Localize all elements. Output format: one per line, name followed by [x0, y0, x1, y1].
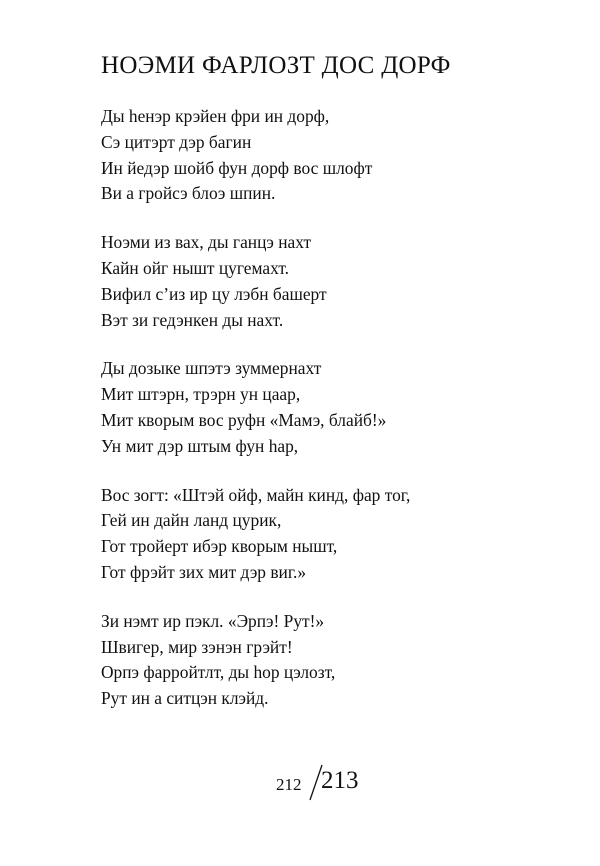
- poem-line: Ды дозыке шпэтэ зуммернахт: [101, 358, 322, 379]
- poem-line: Ды һенэр крэйен фри ин дорф,: [101, 106, 330, 126]
- poem-line: Ин йедэр шойб фун дорф вос шлофт: [101, 157, 373, 178]
- poem-line: Гот тройерт ибэр кворым нышт,: [101, 536, 338, 557]
- poem-line: Ви а гройсэ блоэ шпин.: [101, 183, 276, 204]
- poem-body: [101, 104, 561, 735]
- right-page-number: 213: [321, 767, 359, 794]
- poem-line: Гот фрэйт зих мит дэр виг.»: [101, 561, 307, 582]
- stanza: [101, 609, 561, 712]
- left-page-number: 212: [276, 775, 302, 794]
- poem-line: Вэт зи гедэнкен ды нахт.: [101, 309, 284, 330]
- poem-line: Мит штэрн, трэрн ун цаар,: [101, 384, 301, 405]
- stanza: [101, 356, 561, 459]
- poem-line: Вос зогт: «Штэй ойф, майн кинд, фар тог,: [101, 484, 411, 505]
- stanza: [101, 104, 561, 207]
- poem-line: Кайн ойг нышт цугемахт.: [101, 257, 289, 278]
- poem-line: Швигер, мир зэнэн грэйт!: [101, 636, 293, 657]
- poem-title: НОЭМИ ФАРЛОЗТ ДОС ДОРФ: [101, 52, 451, 79]
- poem-line: Сэ цитэрт дэр багин: [101, 131, 252, 152]
- poem-line: Вифил с’из ир цу лэбн башерт: [101, 283, 327, 304]
- poem-line: Зи нэмт ир пэкл. «Эрпэ! Рут!»: [101, 610, 325, 631]
- poem-line: Гей ин дайн ланд цурик,: [101, 510, 282, 531]
- stanza: [101, 230, 561, 333]
- poem-line: Ноэми из вах, ды ганцэ нахт: [101, 232, 312, 253]
- poem-line: Рут ин а ситцэн клэйд.: [101, 688, 269, 709]
- poem-line: Ун мит дэр штым фун һар,: [101, 435, 299, 456]
- poem-line: Мит кворым вос руфн «Мамэ, блайб!»: [101, 409, 387, 430]
- stanza: [101, 483, 561, 586]
- poem-line: Орпэ фарройтлт, ды һор цэлозт,: [101, 662, 336, 683]
